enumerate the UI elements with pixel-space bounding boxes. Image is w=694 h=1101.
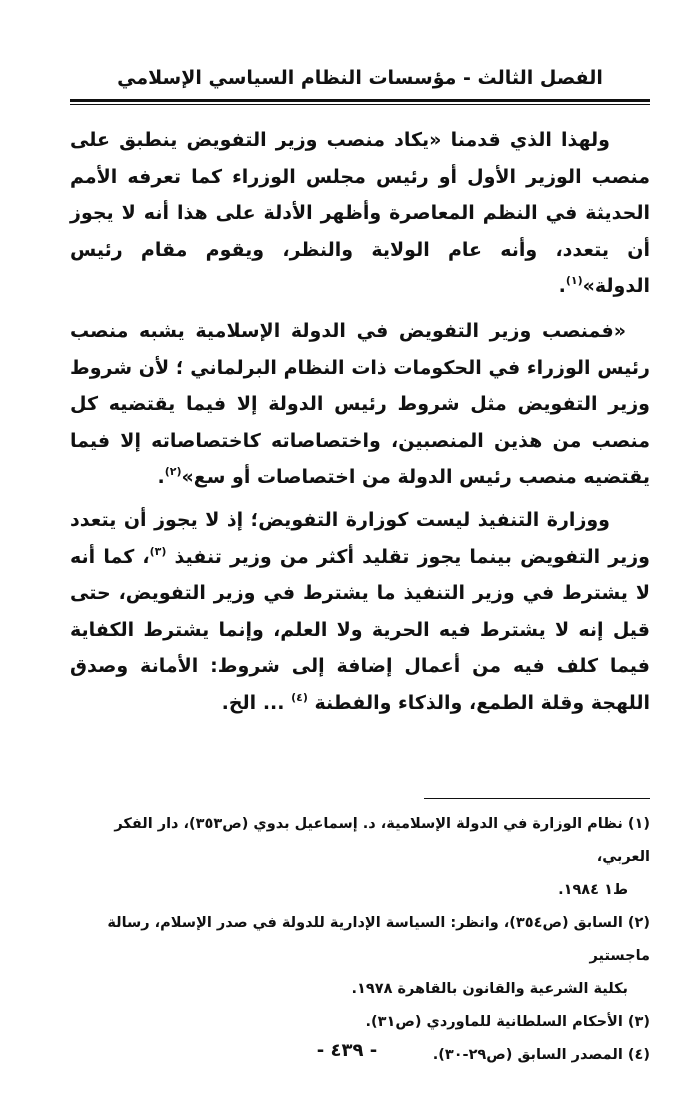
paragraph-1 xyxy=(70,122,650,305)
footnote-number: (٣) xyxy=(627,1014,650,1030)
header-rule xyxy=(70,99,650,102)
footnote-2 xyxy=(70,907,650,973)
footnote-text: نظام الوزارة في الدولة الإسلامية، د. إسماعيل بدوي (ص٣٥٣)، دار الفكر العربي، xyxy=(114,816,650,865)
paragraph-3-text-a: ووزارة التنفيذ ليست كوزارة التفويض؛ إذ لا يجوز أن يتعدد وزير التفويض بينما يجوز تقليد أكثر من وزير تنفيذ xyxy=(70,508,650,568)
footnote-text: السابق (ص٣٥٤)، وانظر: السياسة الإدارية للدولة في صدر الإسلام، رسالة ماجستير xyxy=(107,915,650,964)
footnote-text: المصدر السابق (ص٢٩-٣٠). xyxy=(432,1047,623,1063)
footnote-number: (١) xyxy=(627,816,650,832)
footnote-ref-4: (٤) xyxy=(291,690,308,704)
footnote-3 xyxy=(70,1006,650,1039)
footnote-2-continuation: بكلية الشرعية والقانون بالقاهرة ١٩٧٨. xyxy=(351,981,628,997)
paragraph-1-end: . xyxy=(558,275,566,298)
footnote-text: الأحكام السلطانية للماوردي (ص٣١). xyxy=(365,1014,623,1030)
paragraph-3-text-b: ، كما أنه لا يشترط في وزير التنفيذ ما يشترط في وزير التفويض، حتى قيل إنه لا يشترط فيه الحرية ولا العلم، وإنما يشترط الكفاية فيما كلف فيه من أعمال إضافة إلى شروط: الأمانة وصدق اللهجة وقلة الطمع، والذكاء والفطنة xyxy=(70,545,650,714)
paragraph-2-text: «فمنصب وزير التفويض في الدولة الإسلامية يشبه منصب رئيس الوزراء في الحكومات ذات النظام البرلماني ؛ لأن شروط وزير التفويض مثل شروط رئيس الدولة إلا فيما يقتضيه كل منصب من هذين المنصبين، واختصاصاته كاختصاصاته إلا فيما يقتضيه منصب رئيس الدولة من اختصاصات أو سع» xyxy=(70,319,650,489)
running-header: الفصل الثالث - مؤسسات النظام السياسي الإسلامي xyxy=(117,67,603,89)
footnote-separator xyxy=(424,798,650,799)
footnotes xyxy=(70,808,650,1072)
footnote-ref-1: (١) xyxy=(565,274,583,288)
paragraph-3 xyxy=(70,502,650,722)
footnote-ref-3: (٣) xyxy=(149,544,167,558)
footnote-1 xyxy=(70,808,650,874)
paragraph-2-end: . xyxy=(157,466,165,489)
main-text xyxy=(70,122,650,722)
paragraph-2 xyxy=(70,313,650,496)
paragraph-3-text-c: ... الخ. xyxy=(221,691,292,714)
header-rule-thin xyxy=(70,104,650,105)
footnote-number: (٤) xyxy=(627,1047,650,1063)
footnote-number: (٢) xyxy=(627,915,650,931)
page-number: - ٤٣٩ - xyxy=(316,1040,378,1061)
footnote-ref-2: (٢) xyxy=(164,465,182,479)
paragraph-1-text: ولهذا الذي قدمنا «يكاد منصب وزير التفويض ينطبق على منصب الوزير الأول أو رئيس مجلس الوزراء كما تعرفه الأمم الحديثة في النظم المعاصرة وأظهر الأدلة على هذا أنه لا يجوز أن يتعدد، وأنه عام الولاية والنظر، ويقوم مقام رئيس الدولة» xyxy=(70,129,650,298)
footnote-1-continuation: ط١ ١٩٨٤. xyxy=(558,882,628,898)
